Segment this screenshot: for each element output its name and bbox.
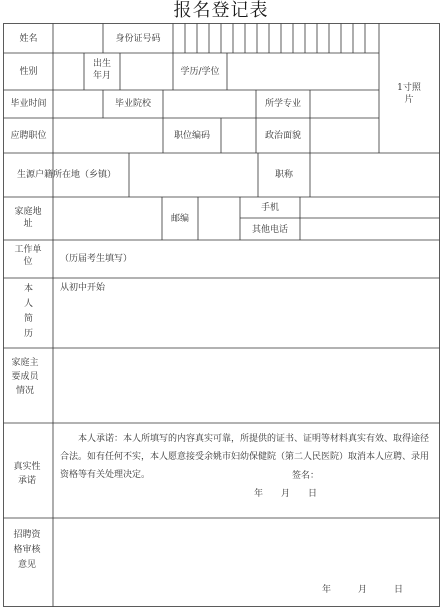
name-field[interactable] — [54, 24, 102, 52]
form-title: 报名登记表 — [173, 0, 269, 21]
hukou-field[interactable] — [130, 154, 257, 196]
education-field[interactable] — [228, 54, 378, 89]
integrity-label: 真实性承诺 — [13, 462, 41, 486]
commitment-text: 本人承诺：本人所填写的内容真实可靠，所提供的证书、证明等材料真实有效、取得途径合法。如有任何不实，本人愿意接受余姚市妇幼保健院（第二人民医院）取消本人应聘、录用资格等有关处理决定。 — [60, 434, 430, 480]
position-field[interactable] — [54, 119, 162, 152]
gender-field[interactable] — [54, 54, 83, 89]
other-phone-field[interactable] — [301, 219, 439, 239]
name-label: 姓名 — [19, 34, 38, 44]
grad-time-field[interactable] — [54, 91, 102, 117]
home-address-label: 家庭地址 — [14, 207, 42, 229]
education-label: 学历/学位 — [180, 67, 220, 77]
position-code-field[interactable] — [222, 119, 255, 152]
birth-date-field[interactable] — [121, 54, 172, 89]
home-address-field[interactable] — [54, 198, 161, 239]
work-unit-hint: （历届考生填写） — [60, 254, 133, 264]
birth-date-label: 出生年月 — [92, 59, 111, 81]
hukou-label: 生源户籍所在地（乡镇） — [16, 170, 116, 180]
id-number-label: 身份证号码 — [115, 34, 161, 44]
signature-label: 签名： — [292, 471, 320, 481]
grad-time-label: 毕业时间 — [10, 99, 47, 109]
major-field[interactable] — [311, 91, 378, 117]
position-label: 应聘职位 — [10, 131, 47, 141]
title-rank-label: 职称 — [274, 170, 293, 180]
position-code-label: 职位编码 — [173, 131, 210, 141]
zip-label: 邮编 — [170, 214, 189, 224]
work-unit-label: 工作单位 — [14, 245, 42, 267]
other-phone-label: 其他电话 — [251, 225, 288, 235]
photo-label: 1寸照片 — [397, 83, 421, 105]
id-number-field[interactable] — [174, 24, 378, 52]
resume-label: 本人简历 — [23, 284, 33, 339]
work-unit-field[interactable] — [54, 241, 439, 277]
gender-label: 性别 — [19, 67, 38, 77]
zip-field[interactable] — [199, 198, 239, 239]
photo-slot[interactable] — [380, 24, 439, 152]
resume-field[interactable] — [54, 279, 439, 347]
review-date: 年 月 日 — [322, 585, 404, 595]
commitment-date: 年 月 日 — [254, 489, 318, 499]
signature-field[interactable] — [320, 466, 430, 484]
political-status-field[interactable] — [311, 119, 378, 152]
title-rank-field[interactable] — [311, 154, 439, 196]
family-label: 家庭主要成员情况 — [11, 358, 39, 396]
resume-hint: 从初中开始 — [60, 283, 106, 293]
mobile-field[interactable] — [301, 198, 439, 217]
major-label: 所学专业 — [264, 99, 301, 109]
grad-school-label: 毕业院校 — [114, 99, 151, 109]
mobile-label: 手机 — [260, 203, 279, 213]
family-field[interactable] — [54, 349, 439, 422]
political-status-label: 政治面貌 — [264, 131, 301, 141]
review-label: 招聘资格审核意见 — [13, 530, 41, 570]
grad-school-field[interactable] — [164, 91, 255, 117]
